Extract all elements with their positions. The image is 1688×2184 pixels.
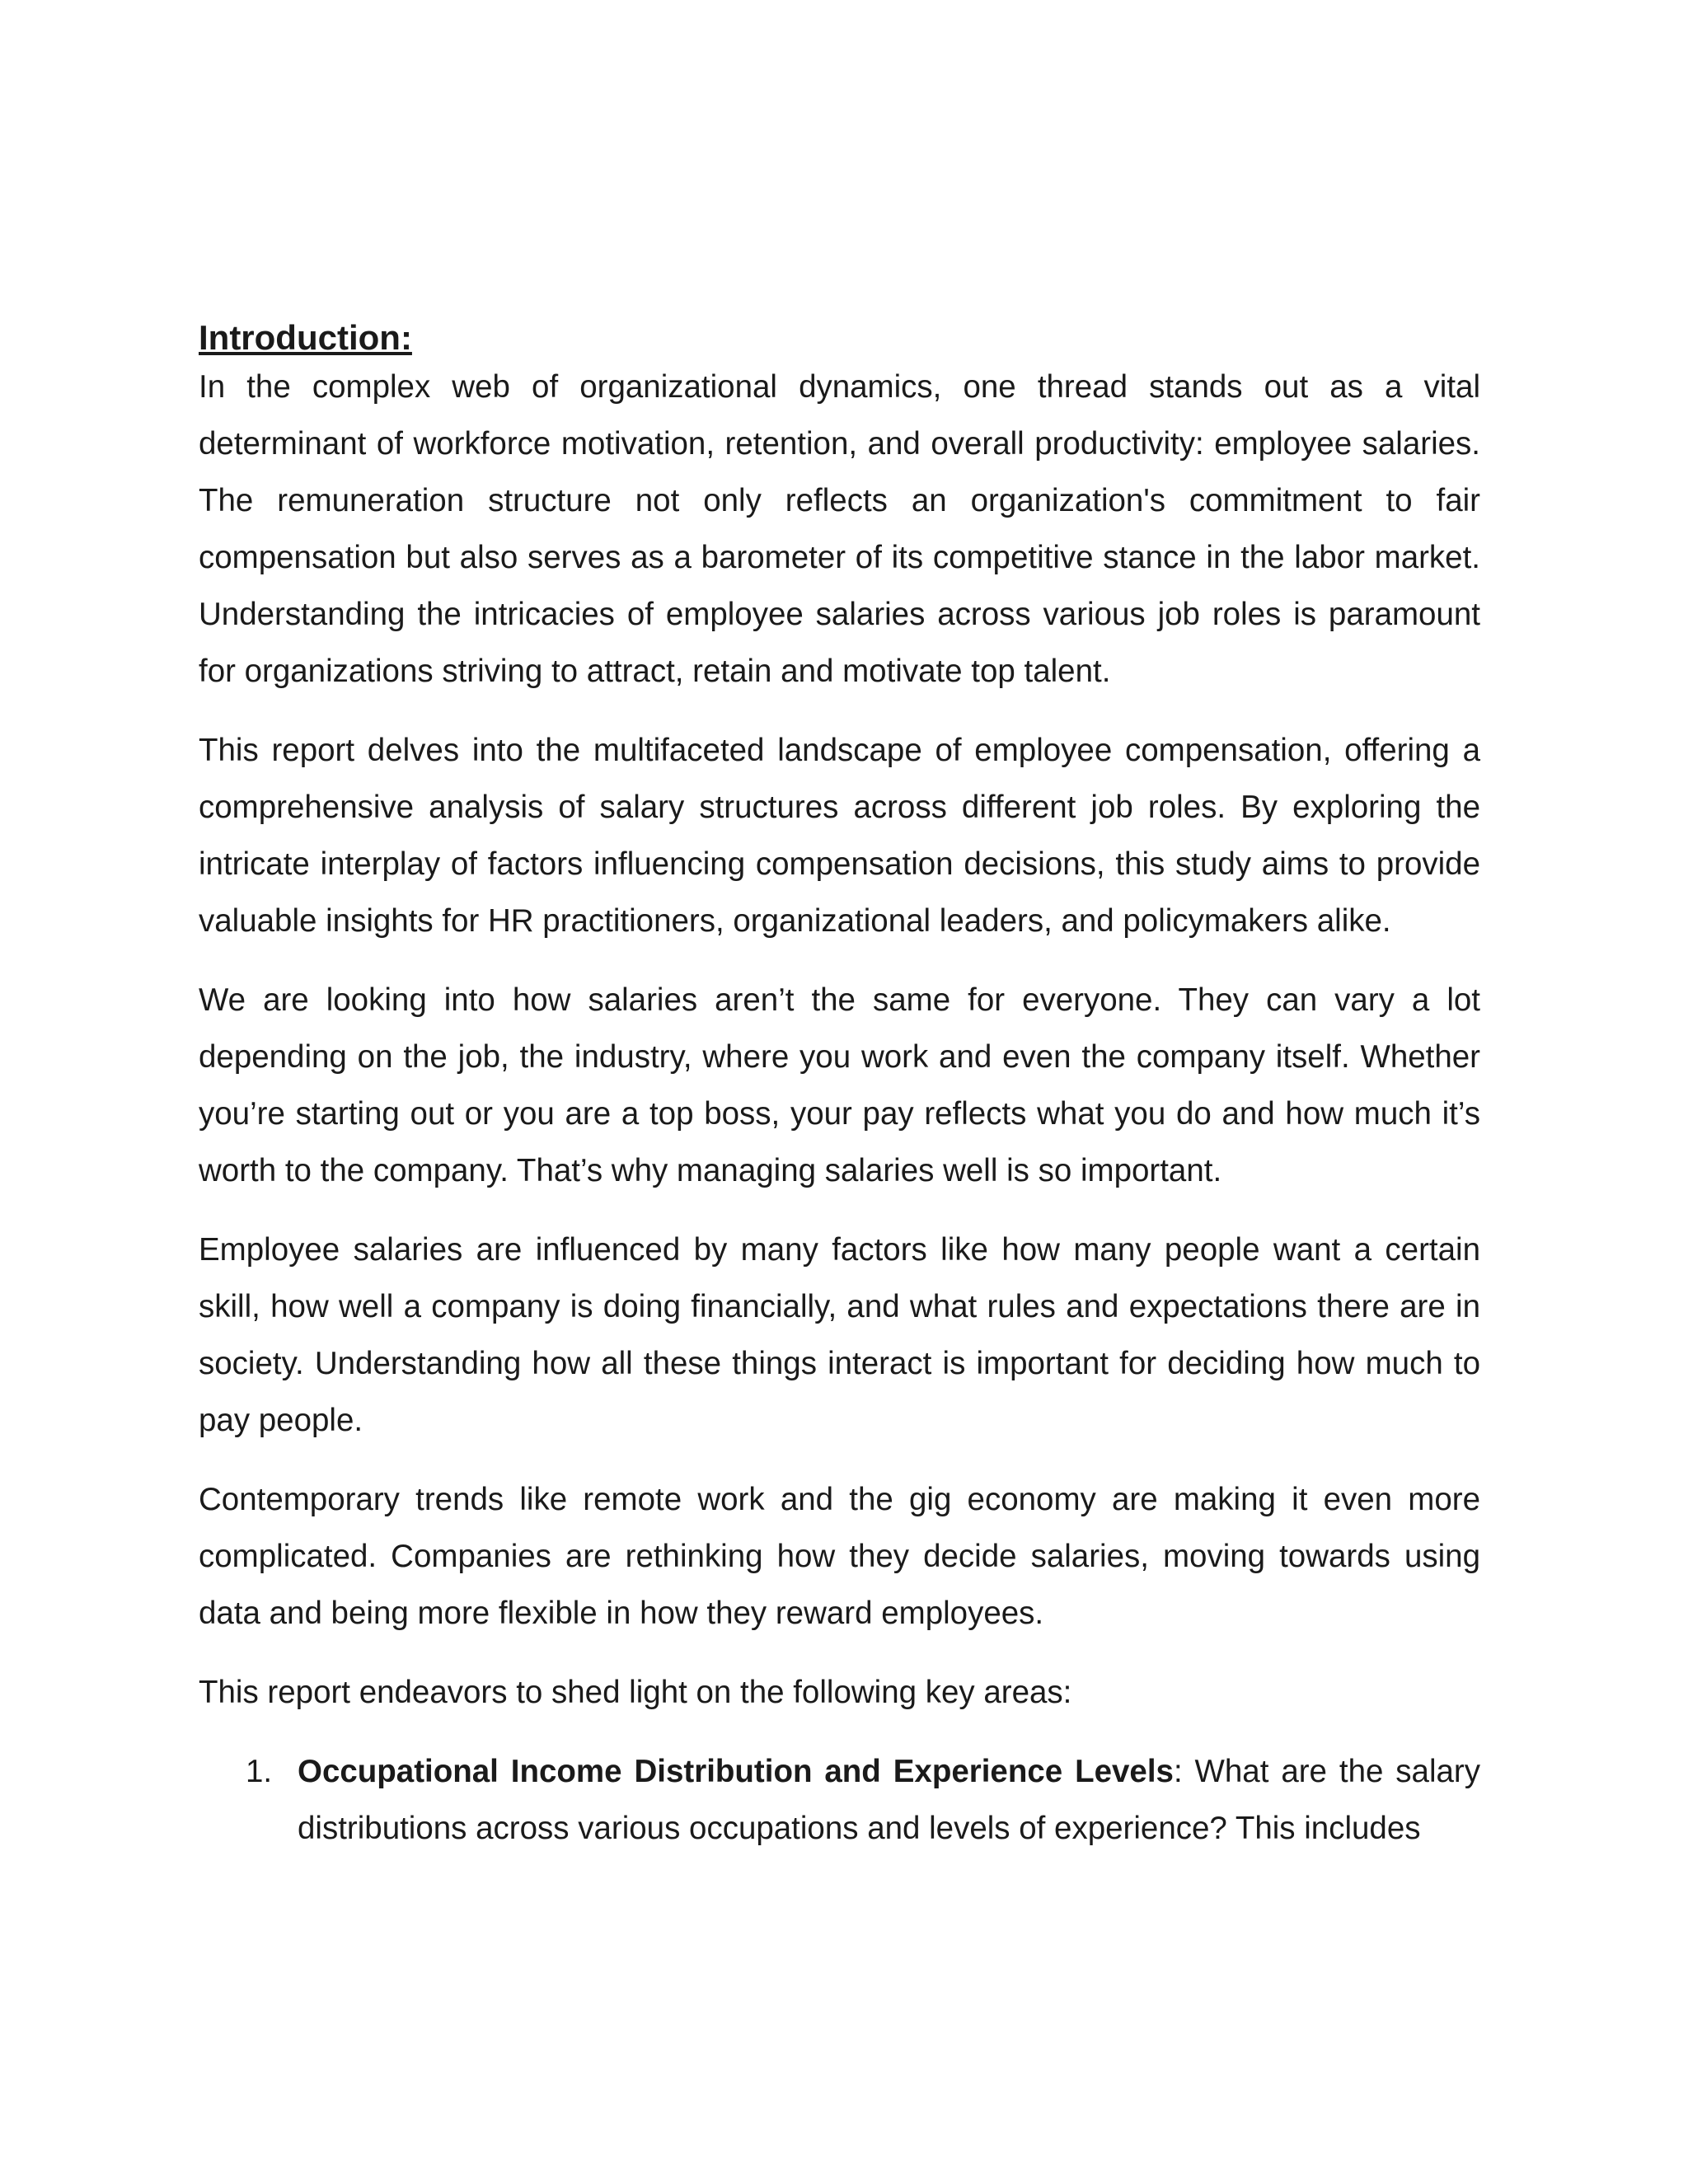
list-item-title: Occupational Income Distribution and Experience Levels (298, 1754, 1174, 1789)
document-page (199, 317, 1480, 1857)
paragraph-3: We are looking into how salaries aren’t the same for everyone. They can vary a lot depending on the job, the industry, where you work and even the company itself. Whether you’re starting out or you are a top boss, your pay reflects what you do and how much it’s worth to the company. That’s why managing salaries well is so important. (199, 982, 1480, 1188)
paragraph-2: This report delves into the multifaceted landscape of employee compensation, offering a comprehensive analysis of salary structures across different job roles. By exploring the intricate interplay of factors influencing compensation decisions, this study aims to provide valuable insights for HR practitioners, organizational leaders, and policymakers alike. (199, 733, 1480, 939)
paragraph-5: Contemporary trends like remote work and the gig economy are making it even more complicated. Companies are rethinking how they decide salaries, moving towards using data and being more flexible in how they reward employees. (199, 1482, 1480, 1631)
list-item-number: 1. (246, 1754, 273, 1789)
list-item-text: What are the salary distributions across various occupations and levels of experience? This includes (298, 1754, 1480, 1846)
list-item (199, 1743, 1480, 1857)
list-item-separator: : (1173, 1754, 1183, 1789)
paragraph-4: Employee salaries are influenced by many factors like how many people want a certain skill, how well a company is doing financially, and what rules and expectations there are in society. Understanding how all these things interact is important for deciding how much to pay people. (199, 1232, 1480, 1438)
paragraph-6: This report endeavors to shed light on the following key areas: (199, 1675, 1072, 1710)
section-heading: Introduction: (199, 318, 412, 357)
key-areas-list (199, 1743, 1480, 1857)
paragraph-1: In the complex web of organizational dynamics, one thread stands out as a vital determinant of workforce motivation, retention, and overall productivity: employee salaries. The remuneration structure not only reflects an organization's commitment to fair compensation but also serves as a barometer of its competitive stance in the labor market. Understanding the intricacies of employee salaries across various job roles is paramount for organizations striving to attract, retain and motivate top talent. (199, 369, 1480, 689)
